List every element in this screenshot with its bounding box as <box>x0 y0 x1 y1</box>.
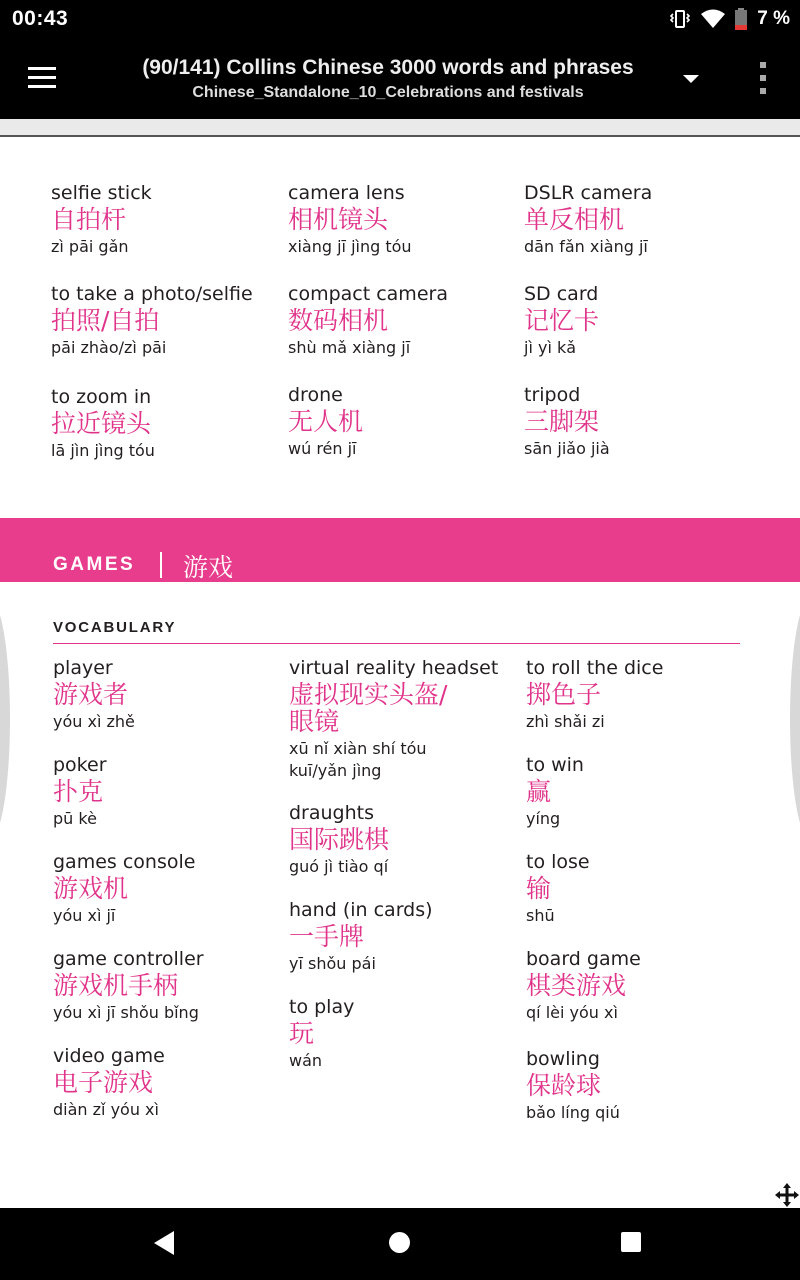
entry-english: video game <box>53 1045 165 1067</box>
entry-chinese: 玩 <box>289 1019 315 1048</box>
entry-chinese: 自拍杆 <box>51 205 127 234</box>
battery-icon <box>735 8 747 30</box>
entry-pinyin: xiàng jī jìng tóu <box>288 237 412 256</box>
section-banner <box>0 518 800 582</box>
entry-chinese: 国际跳棋 <box>289 825 390 854</box>
entry-english: to win <box>526 754 584 776</box>
entry-english: draughts <box>289 802 375 824</box>
entry-pinyin: yī shǒu pái <box>289 954 376 973</box>
section-title: GAMES <box>53 554 136 575</box>
entry-pinyin: bǎo líng qiú <box>526 1103 620 1122</box>
entry-pinyin: qí lèi yóu xì <box>526 1003 618 1022</box>
entry-chinese: 保龄球 <box>526 1071 602 1100</box>
recent-apps-icon[interactable] <box>621 1232 641 1252</box>
vocab-entry <box>51 282 281 359</box>
entry-english: camera lens <box>288 182 405 204</box>
entry-chinese: 一手牌 <box>289 922 365 951</box>
entry-chinese: 游戏机 <box>53 874 129 903</box>
entry-pinyin: pāi zhào/zì pāi <box>51 338 167 357</box>
page-curl-right <box>790 599 800 839</box>
entry-pinyin: lā jìn jìng tóu <box>51 441 155 460</box>
entry-chinese: 无人机 <box>288 407 364 436</box>
book-title: (90/141) Collins Chinese 3000 words and phrases <box>142 56 634 79</box>
entry-chinese: 拉近镜头 <box>51 409 152 438</box>
status-icons <box>669 6 790 32</box>
entry-english: board game <box>526 948 641 970</box>
vocab-entry <box>53 1044 283 1121</box>
page-curl-left <box>0 599 10 839</box>
entry-chinese: 记忆卡 <box>524 306 600 335</box>
entry-chinese: 三脚架 <box>524 407 600 436</box>
vocab-entry <box>526 850 756 927</box>
vocab-entry <box>51 181 281 258</box>
entry-english: games console <box>53 851 196 873</box>
status-bar <box>0 0 800 38</box>
chapter-subtitle: Chinese_Standalone_10_Celebrations and festivals <box>192 84 584 101</box>
menu-icon[interactable] <box>28 67 56 89</box>
vocab-entry <box>51 385 281 462</box>
entry-pinyin: xū nǐ xiàn shí tóu kuī/yǎn jìng <box>289 739 427 780</box>
vocab-entry <box>526 656 756 733</box>
entry-chinese: 单反相机 <box>524 205 625 234</box>
entry-chinese: 拍照/自拍 <box>51 306 160 335</box>
entry-english: to play <box>289 996 355 1018</box>
entry-pinyin: guó jì tiào qí <box>289 857 389 876</box>
entry-pinyin: pū kè <box>53 809 97 828</box>
more-options-icon[interactable] <box>758 62 768 94</box>
vocab-entry <box>288 383 518 460</box>
entry-chinese: 赢 <box>526 777 552 806</box>
entry-pinyin: dān fǎn xiàng jī <box>524 237 648 256</box>
entry-pinyin: wán <box>289 1051 323 1070</box>
vocab-entry <box>524 181 754 258</box>
vocab-entry <box>524 383 754 460</box>
entry-english: to take a photo/selfie <box>51 283 253 305</box>
entry-english: poker <box>53 754 107 776</box>
entry-english: player <box>53 657 113 679</box>
wifi-icon <box>701 9 725 29</box>
title-separator <box>160 552 162 578</box>
vocab-entry <box>289 801 519 878</box>
vocab-entry <box>289 656 499 782</box>
entry-english: to lose <box>526 851 590 873</box>
entry-chinese: 棋类游戏 <box>526 971 627 1000</box>
entry-english: hand (in cards) <box>289 899 433 921</box>
entry-pinyin: wú rén jī <box>288 439 357 458</box>
vocab-entry <box>526 947 756 1024</box>
entry-pinyin: yóu xì zhě <box>53 712 135 731</box>
book-page[interactable] <box>0 119 800 1208</box>
section-title-chinese: 游戏 <box>183 553 234 582</box>
vocab-entry <box>288 181 518 258</box>
vocab-entry <box>526 753 756 830</box>
entry-english: selfie stick <box>51 182 152 204</box>
entry-pinyin: zhì shǎi zi <box>526 712 605 731</box>
vocab-entry <box>53 656 283 733</box>
page-top-strip <box>0 119 800 135</box>
entry-pinyin: yíng <box>526 809 561 828</box>
vocab-entry <box>53 850 283 927</box>
entry-chinese: 游戏者 <box>53 680 129 709</box>
entry-english: tripod <box>524 384 581 406</box>
status-time: 00:43 <box>12 7 69 30</box>
entry-chinese: 掷色子 <box>526 680 602 709</box>
entry-pinyin: shù mǎ xiàng jī <box>288 338 411 357</box>
entry-english: DSLR camera <box>524 182 653 204</box>
home-icon[interactable] <box>389 1232 410 1253</box>
entry-chinese: 数码相机 <box>288 306 389 335</box>
entry-chinese: 扑克 <box>53 777 104 806</box>
entry-english: bowling <box>526 1048 600 1070</box>
entry-chinese: 相机镜头 <box>288 205 389 234</box>
vocab-entry <box>526 1047 756 1124</box>
page-divider <box>0 135 800 137</box>
entry-english: to roll the dice <box>526 657 664 679</box>
vocab-entry <box>524 282 754 359</box>
entry-chinese: 虚拟现实头盔/眼镜 <box>289 680 448 736</box>
entry-chinese: 电子游戏 <box>53 1068 154 1097</box>
entry-pinyin: jì yì kǎ <box>524 338 577 357</box>
entry-pinyin: diàn zǐ yóu xì <box>53 1100 159 1119</box>
vocab-entry <box>288 282 518 359</box>
vocabulary-heading: VOCABULARY <box>53 619 177 636</box>
app-bar <box>0 38 800 119</box>
vocab-entry <box>53 753 283 830</box>
entry-english: drone <box>288 384 343 406</box>
entry-pinyin: sān jiǎo jià <box>524 439 610 458</box>
entry-english: game controller <box>53 948 204 970</box>
entry-english: to zoom in <box>51 386 152 408</box>
vocab-entry <box>53 947 283 1024</box>
vocab-entry <box>289 995 519 1072</box>
entry-pinyin: yóu xì jī <box>53 906 116 925</box>
entry-pinyin: shū <box>526 906 555 925</box>
back-icon[interactable] <box>152 1230 176 1256</box>
entry-chinese: 游戏机手柄 <box>53 971 179 1000</box>
vocab-entry <box>289 898 519 975</box>
dropdown-icon[interactable] <box>683 75 699 83</box>
entry-english: virtual reality headset <box>289 657 499 679</box>
entry-chinese: 输 <box>526 874 552 903</box>
vocabulary-rule <box>53 643 740 644</box>
entry-pinyin: zì pāi gǎn <box>51 237 129 256</box>
navigation-bar <box>0 1208 800 1280</box>
move-icon[interactable] <box>774 1182 800 1208</box>
entry-english: SD card <box>524 283 599 305</box>
entry-english: compact camera <box>288 283 448 305</box>
entry-pinyin: yóu xì jī shǒu bǐng <box>53 1003 199 1022</box>
battery-percent: 7 % <box>757 8 790 29</box>
vibrate-icon <box>669 9 691 29</box>
